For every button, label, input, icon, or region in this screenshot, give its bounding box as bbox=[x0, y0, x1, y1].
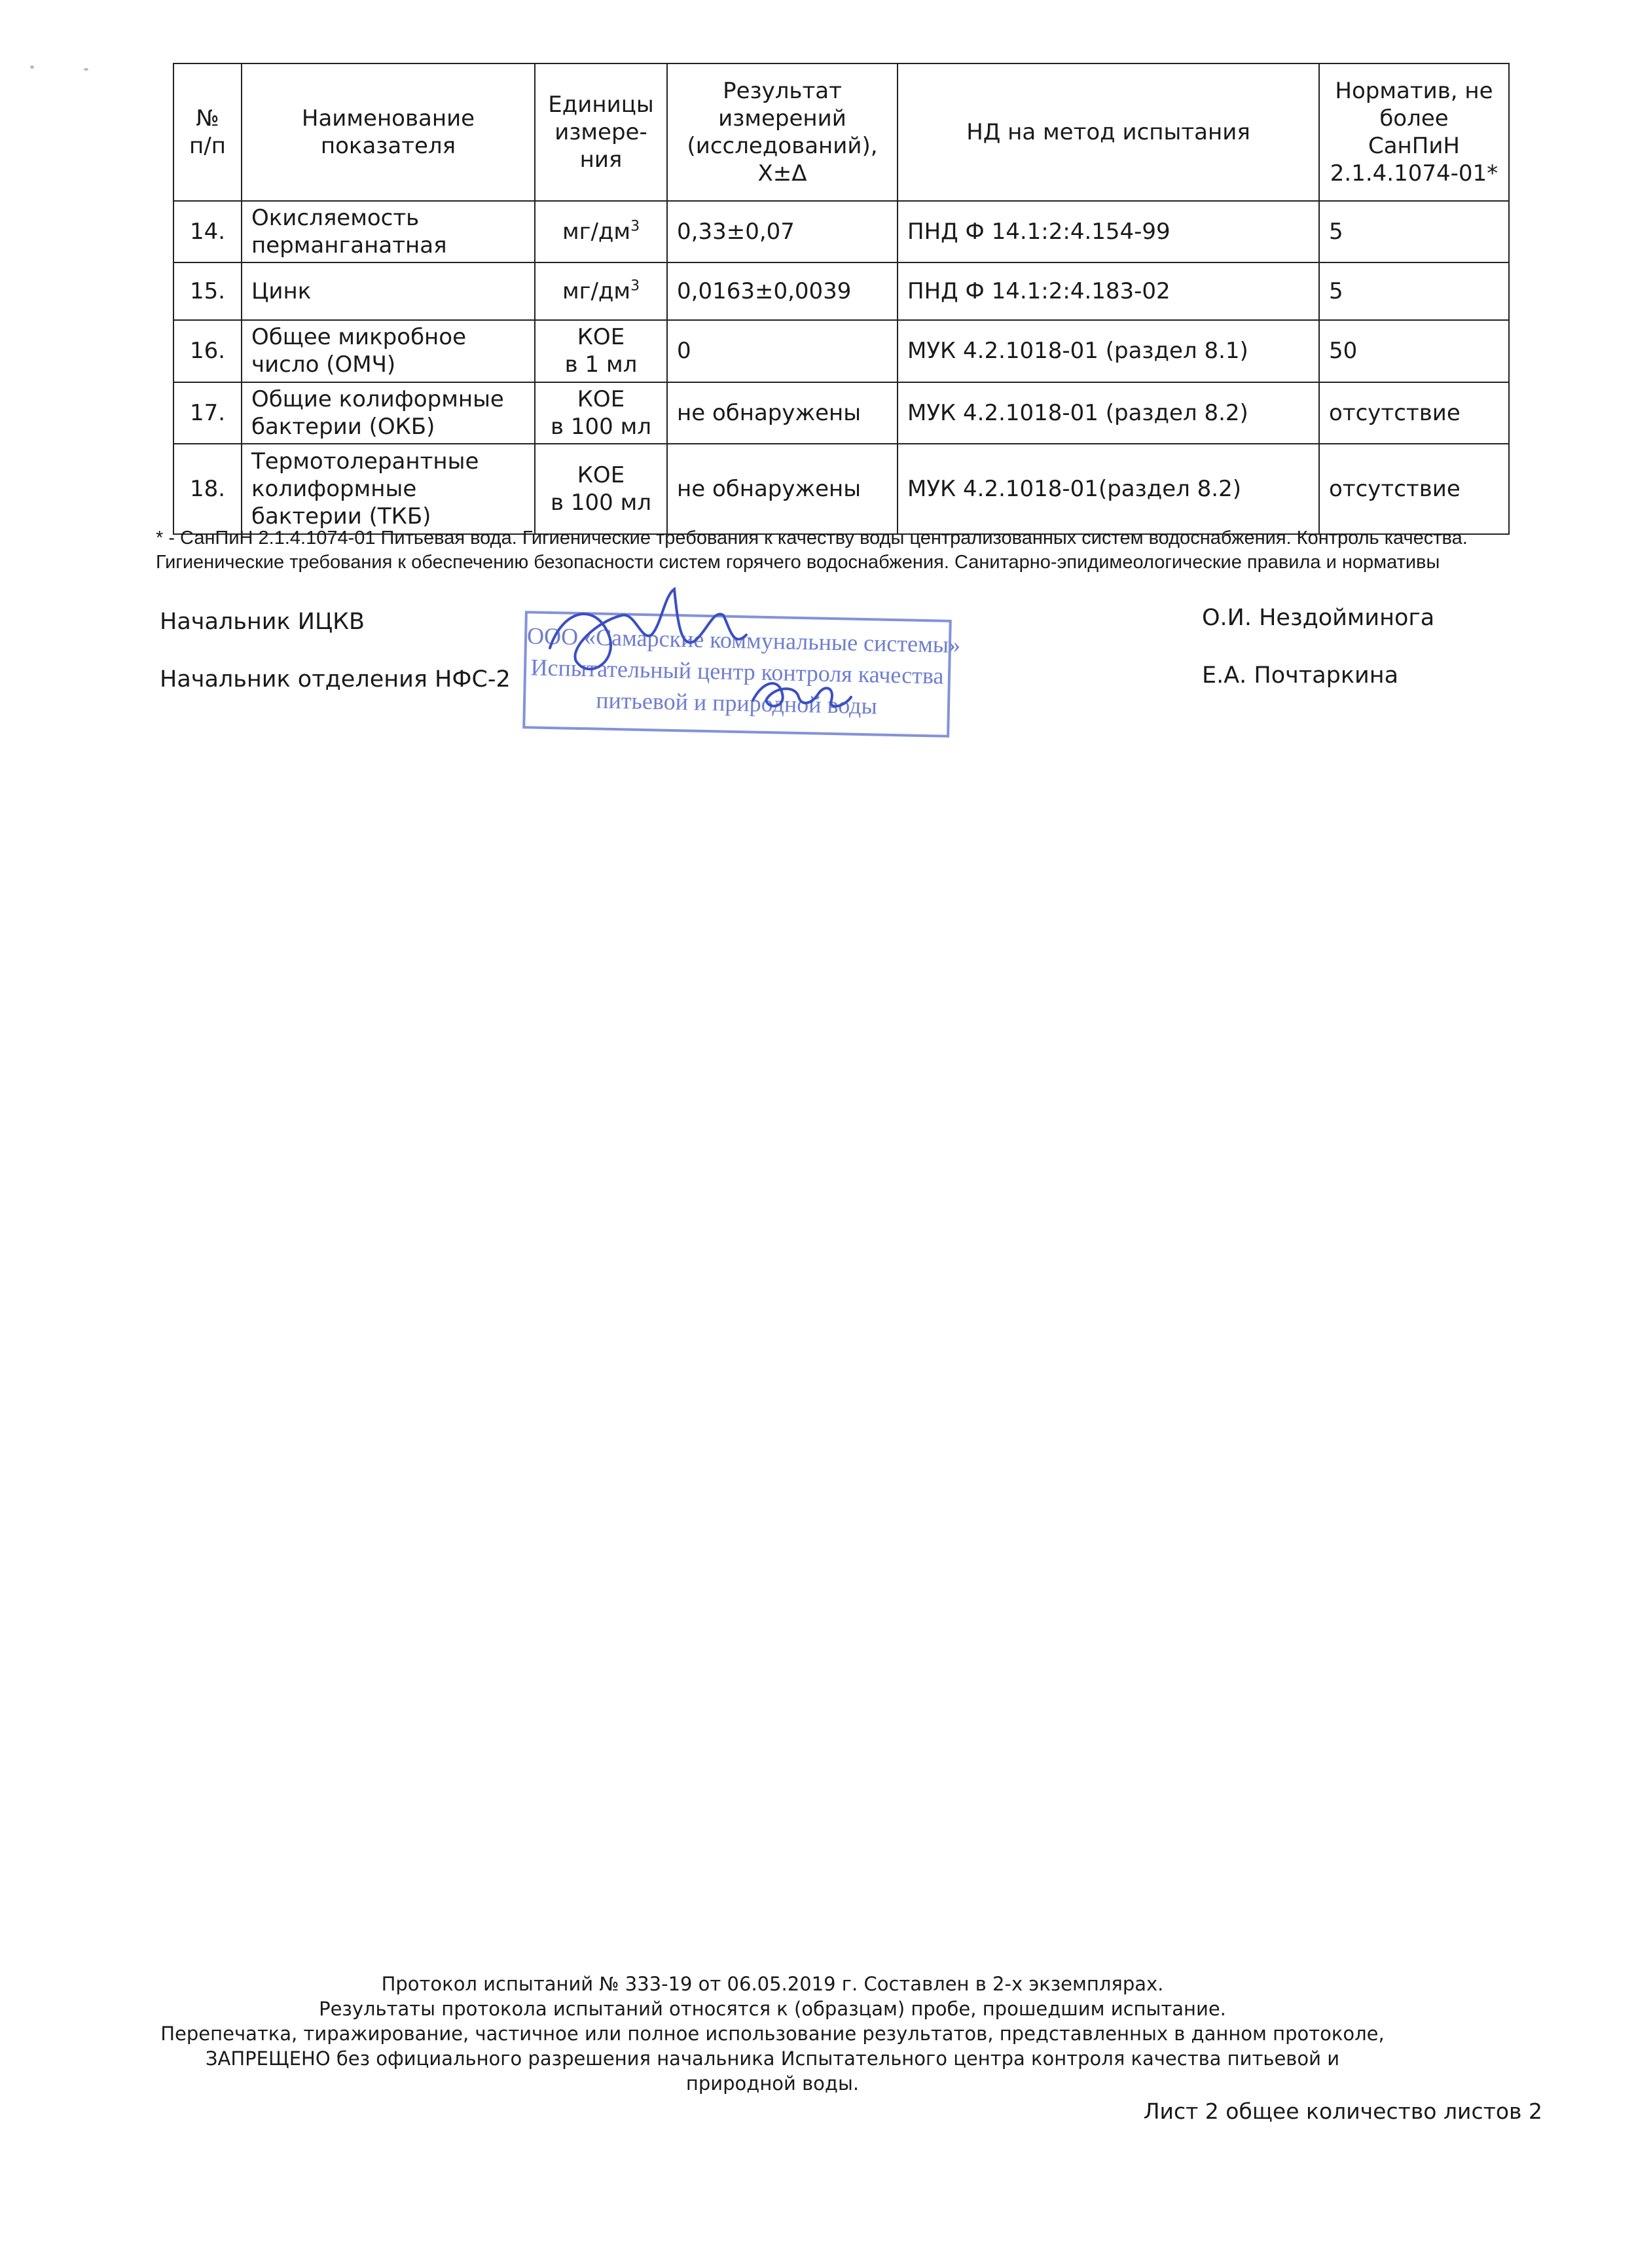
table-row bbox=[173, 320, 1509, 382]
table-row bbox=[173, 262, 1509, 320]
header-units: Единицы измере- ния bbox=[535, 63, 667, 201]
row-indicator-name: Общее микробное число (ОМЧ) bbox=[242, 320, 535, 382]
notice-line: Протокол испытаний № 333-19 от 06.05.2019 г. Составлен в 2-х экземплярах. bbox=[381, 1973, 1164, 1995]
stamp-line: питьевой и природной воды bbox=[595, 687, 878, 719]
row-norm: отсутствие bbox=[1319, 382, 1509, 444]
row-test-method: МУК 4.2.1018-01 (раздел 8.1) bbox=[898, 320, 1319, 382]
footnote-line: Гигиенические требования к обеспечению безопасности систем горячего водоснабжения. Санитарно-эпидимеологические правила и нормативы bbox=[156, 552, 1440, 573]
row-result: 0,0163±0,0039 bbox=[667, 262, 898, 320]
row-norm: отсутствие bbox=[1319, 444, 1509, 534]
row-norm: 50 bbox=[1319, 320, 1509, 382]
row-test-method: ПНД Ф 14.1:2:4.154-99 bbox=[898, 201, 1319, 262]
signatory-title-1: Начальник ИЦКВ bbox=[160, 609, 365, 635]
results-table bbox=[173, 63, 1510, 535]
notice-line: Перепечатка, тиражирование, частичное или полное использование результатов, представленных в данном протоколе, bbox=[160, 2023, 1385, 2045]
row-test-method: МУК 4.2.1018-01 (раздел 8.2) bbox=[898, 382, 1319, 444]
row-result: не обнаружены bbox=[667, 382, 898, 444]
row-number: 18. bbox=[173, 444, 242, 534]
row-number: 17. bbox=[173, 382, 242, 444]
row-test-method: МУК 4.2.1018-01(раздел 8.2) bbox=[898, 444, 1319, 534]
stamp-line: ООО «Самарские коммунальные системы» bbox=[526, 622, 961, 658]
footnote-line: * - СанПиН 2.1.4.1074-01 Питьевая вода. Гигиенические требования к качеству воды централизованных систем водоснабжения. Контроль качества. bbox=[156, 528, 1468, 549]
row-number: 14. bbox=[173, 201, 242, 262]
footnote bbox=[156, 526, 1537, 575]
unit-text: мг/дм bbox=[562, 278, 631, 305]
table-row bbox=[173, 201, 1509, 262]
scan-speck bbox=[30, 65, 34, 69]
table-header-row bbox=[173, 63, 1509, 201]
unit-superscript: 3 bbox=[630, 278, 640, 295]
notice-line: ЗАПРЕЩЕНО без официального разрешения начальника Испытательного центра контроля качества питьевой и природной воды. bbox=[205, 2047, 1340, 2095]
header-number: № п/п bbox=[173, 63, 242, 201]
row-unit bbox=[535, 262, 667, 320]
row-norm: 5 bbox=[1319, 201, 1509, 262]
stamp-line: Испытательный центр контроля качества bbox=[530, 654, 944, 689]
row-number: 15. bbox=[173, 262, 242, 320]
row-result: 0,33±0,07 bbox=[667, 201, 898, 262]
notice-line: Результаты протокола испытаний относятся к (образцам) пробе, прошедшим испытание. bbox=[319, 1998, 1226, 2020]
header-indicator-name: Наименование показателя bbox=[242, 63, 535, 201]
row-norm: 5 bbox=[1319, 262, 1509, 320]
table-row bbox=[173, 444, 1509, 534]
row-unit: КОЕ в 100 мл bbox=[535, 444, 667, 534]
signatory-name-1: О.И. Нездойминога bbox=[1202, 605, 1435, 631]
row-number: 16. bbox=[173, 320, 242, 382]
row-unit: КОЕ в 100 мл bbox=[535, 382, 667, 444]
header-norm: Норматив, не более СанПиН 2.1.4.1074-01* bbox=[1319, 63, 1509, 201]
scan-speck bbox=[84, 68, 88, 71]
row-result: не обнаружены bbox=[667, 444, 898, 534]
row-indicator-name: Общие колиформные бактерии (ОКБ) bbox=[242, 382, 535, 444]
signatory-name-2: Е.А. Почтаркина bbox=[1202, 662, 1399, 689]
header-test-method: НД на метод испытания bbox=[898, 63, 1319, 201]
row-test-method: ПНД Ф 14.1:2:4.183-02 bbox=[898, 262, 1319, 320]
row-unit: КОЕ в 1 мл bbox=[535, 320, 667, 382]
row-indicator-name: Окисляемость перманганатная bbox=[242, 201, 535, 262]
unit-superscript: 3 bbox=[630, 218, 640, 235]
row-indicator-name: Цинк bbox=[242, 262, 535, 320]
protocol-notice bbox=[151, 1971, 1394, 2096]
sheet-number: Лист 2 общее количество листов 2 bbox=[1143, 2098, 1542, 2124]
row-result: 0 bbox=[667, 320, 898, 382]
header-result: Результат измерений (исследований), X±Δ bbox=[667, 63, 898, 201]
table-row bbox=[173, 382, 1509, 444]
signatory-title-2: Начальник отделения НФС-2 bbox=[160, 666, 511, 693]
row-unit bbox=[535, 201, 667, 262]
row-indicator-name: Термотолерантные колиформные бактерии (ТКБ) bbox=[242, 444, 535, 534]
organization-stamp bbox=[522, 611, 961, 738]
unit-text: мг/дм bbox=[562, 219, 631, 245]
